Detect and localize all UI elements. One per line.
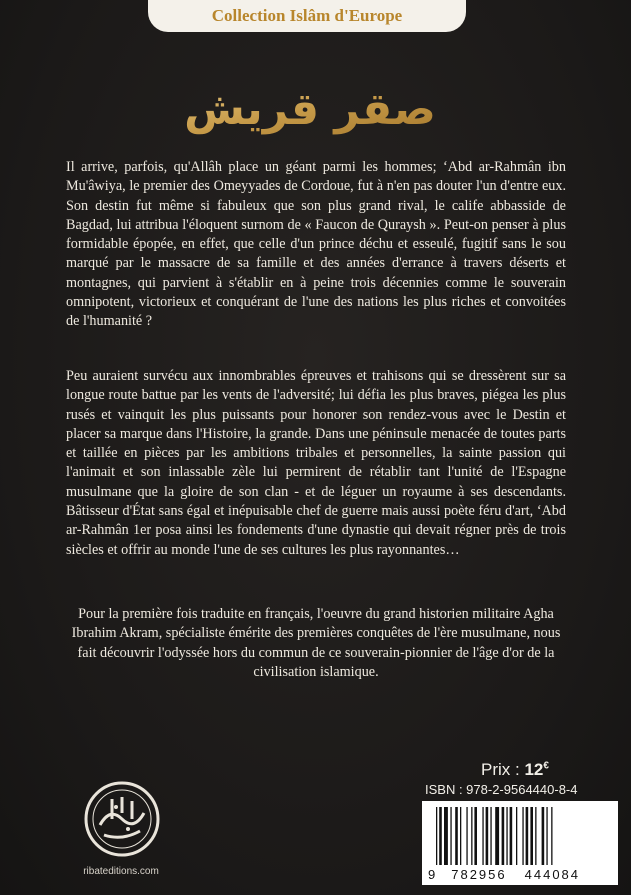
barcode-bar [471, 807, 472, 865]
barcode-bar [455, 807, 458, 865]
barcode-bar [526, 807, 529, 865]
publisher-calligraphy-logo-icon [82, 779, 162, 859]
collection-banner [148, 0, 466, 32]
barcode-bar [510, 807, 513, 865]
barcode-bar [474, 807, 477, 865]
barcode-digits [428, 867, 616, 882]
barcode-bar [460, 807, 461, 865]
price-value: 12 [524, 760, 544, 779]
barcode-bar [436, 807, 437, 865]
barcode-bar [551, 807, 552, 865]
publisher-website: ribateditions.com [83, 866, 159, 877]
barcode-bar [444, 807, 448, 865]
barcode-bar [490, 807, 491, 865]
paragraph-1: Il arrive, parfois, qu'Allâh place un géant parmi les hommes; ‘Abd ar-Rahmân ibn Mu'âwiya, le premier des Omeyyades de Cordoue, fut à n'en pas douter l'un d'entre eux. Son destin fut même si fabuleux que son plus grand rival, le calife abbasside de Bagdad, lui attribua l'éloquent surnom de « Faucon de Quraysh ». Peut-on penser à plus formidable épopée, en effet, que celle d'un prince déchu et esseulé, fugitif sans le sou marqué par le massacre de sa famille et des années d'errance à travers déserts et montagnes, qui parvient à s'établir en à peine trois décennies comme le souverain omnipotent, victorieux et conquérant de l'une des nations les plus riches et convoitées de l'humanité ? [66, 159, 566, 330]
barcode-bar [450, 807, 451, 865]
barcode-bar [439, 807, 442, 865]
barcode-lead-digit: 9 [428, 867, 436, 882]
paragraph-3: Pour la première fois traduite en français, l'oeuvre du grand historien militaire Agha Ibrahim Akram, spécialiste émérite des premières conquêtes de l'ère musulmane, nous fait découvrir l'odyssée hors du commun de ce souverain-pionnier de l'âge d'or de la civilisation islamique. [71, 606, 561, 680]
barcode-bar [522, 807, 523, 865]
price-currency: € [543, 760, 549, 772]
paragraph-2: Peu auraient survécu aux innombrables épreuves et trahisons qui se dressèrent sur sa longue route battue par les vents de l'adversité; lui défia les plus braves, piégea les plus rusés et vainquit les plus puissants pour honorer son rendez-vous avec le Destin et placer sa marque dans l'Histoire, la grande. Dans une péninsule menacée de toutes parts et taillée en pièces par les ambitions tribales et personnelles, la sainte passion qui l'animait et son inlassable zèle lui permirent de rétablir tant l'unité de l'Espagne musulmane que la gloire de son clan - et de léguer un royaume à ses descendants. Bâtisseur d'État sans égal et inépuisable chef de guerre mais aussi poète féru d'art, ‘Abd ar-Rahmân 1er posa ainsi les fondements d'une dynastie qui devait régner près de trois siècles et offrir au monde l'une de ses cultures les plus rayonnantes… [66, 368, 566, 558]
barcode-bar [516, 807, 517, 865]
barcode-bar [502, 807, 505, 865]
barcode-bar [495, 807, 499, 865]
collection-title: Collection Islâm d'Europe [211, 6, 403, 25]
barcode-bar [482, 807, 483, 865]
barcode [422, 801, 618, 885]
barcode-bar [486, 807, 489, 865]
barcode-group-2: 444084 [524, 867, 581, 882]
barcode-bar [542, 807, 545, 865]
price-label: Prix : [481, 760, 520, 779]
arabic-title-calligraphy [184, 78, 436, 140]
barcode-bar [466, 807, 467, 865]
isbn: ISBN : 978-2-9564440-8-4 [425, 782, 578, 797]
barcode-group-1: 782956 [451, 867, 507, 882]
barcode-bar [530, 807, 533, 865]
barcode-bar [535, 807, 536, 865]
arabic-title-text: صقر قريش [184, 84, 436, 135]
barcode-bar [506, 807, 507, 865]
barcode-bars [434, 807, 606, 867]
price [481, 760, 549, 780]
barcode-bar [546, 807, 547, 865]
